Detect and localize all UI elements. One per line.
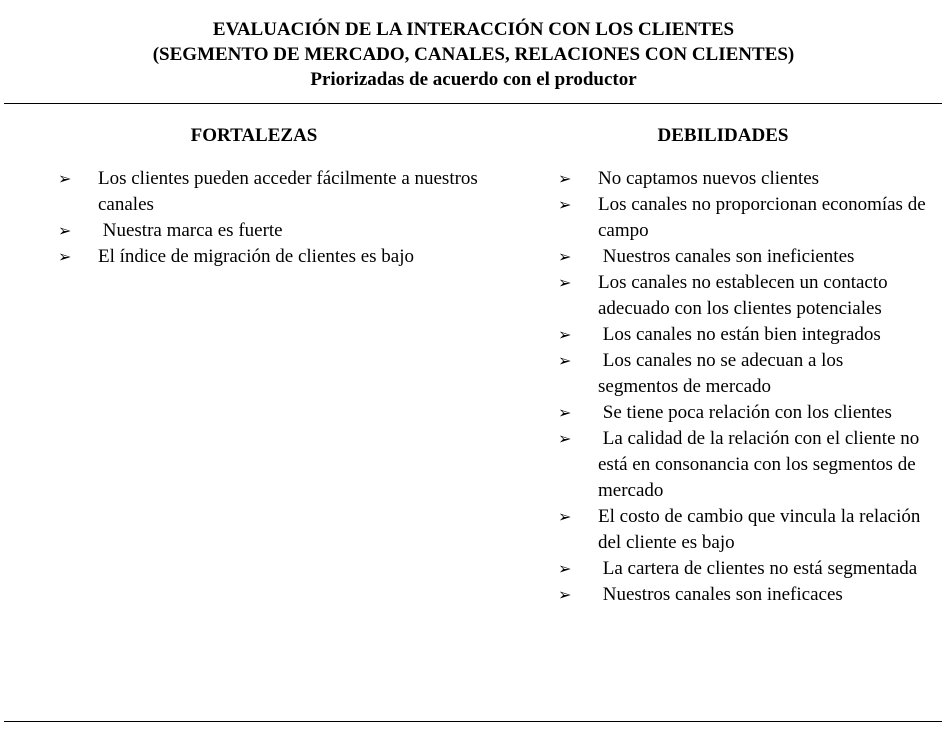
arrowhead-bullet-icon: ➢ [558, 195, 572, 214]
list-item-text: Nuestros canales son ineficaces [598, 584, 843, 605]
list-item [58, 218, 488, 244]
list-item-text: Los canales no proporcionan economías de campo [598, 194, 931, 241]
debilidades-list [558, 166, 931, 608]
list-item [558, 244, 928, 270]
arrowhead-bullet-icon: ➢ [558, 325, 572, 344]
arrowhead-bullet-icon: ➢ [558, 559, 572, 578]
list-item [558, 166, 928, 192]
arrowhead-bullet-icon: ➢ [558, 507, 572, 526]
bottom-divider [4, 721, 942, 722]
arrowhead-bullet-icon: ➢ [58, 247, 72, 266]
arrowhead-bullet-icon: ➢ [558, 169, 572, 188]
list-item-text: Se tiene poca relación con los clientes [598, 402, 892, 423]
document-header [0, 17, 947, 92]
list-item [58, 166, 488, 218]
title-line-1: EVALUACIÓN DE LA INTERACCIÓN CON LOS CLIENTES [212, 19, 735, 40]
list-item [558, 348, 928, 400]
list-item-text: El índice de migración de clientes es bajo [98, 246, 415, 267]
arrowhead-bullet-icon: ➢ [558, 351, 572, 370]
arrowhead-bullet-icon: ➢ [558, 429, 572, 448]
title-subtitle: Priorizadas de acuerdo con el productor [310, 69, 637, 90]
list-item-text: No captamos nuevos clientes [598, 168, 820, 189]
list-item-text: Los canales no están bien integrados [598, 324, 881, 345]
arrowhead-bullet-icon: ➢ [58, 221, 72, 240]
list-item [558, 556, 928, 582]
list-item-text: Nuestra marca es fuerte [98, 220, 283, 241]
list-item [58, 244, 488, 270]
list-item [558, 582, 928, 608]
arrowhead-bullet-icon: ➢ [558, 585, 572, 604]
list-item-text: Los canales no establecen un contacto adecuado con los clientes potenciales [598, 272, 893, 319]
arrowhead-bullet-icon: ➢ [558, 273, 572, 292]
list-item-text: La cartera de clientes no está segmentada [598, 558, 918, 579]
fortalezas-list [58, 166, 488, 270]
list-item-text: El costo de cambio que vincula la relación del cliente es bajo [598, 506, 926, 553]
list-item-text: Nuestros canales son ineficientes [598, 246, 855, 267]
list-item-text: La calidad de la relación con el cliente no está en consonancia con los segmentos de mercado [598, 428, 925, 501]
list-item [558, 270, 928, 322]
list-item [558, 426, 928, 504]
arrowhead-bullet-icon: ➢ [58, 169, 72, 188]
title-line-2: (SEGMENTO DE MERCADO, CANALES, RELACIONES CON CLIENTES) [152, 44, 795, 65]
list-item-text: Los clientes pueden acceder fácilmente a nuestros canales [98, 168, 483, 215]
debilidades-heading: DEBILIDADES [657, 125, 789, 146]
arrowhead-bullet-icon: ➢ [558, 403, 572, 422]
list-item [558, 504, 928, 556]
list-item [558, 400, 928, 426]
arrowhead-bullet-icon: ➢ [558, 247, 572, 266]
fortalezas-heading: FORTALEZAS [190, 125, 318, 146]
top-divider [4, 103, 942, 104]
list-item [558, 322, 928, 348]
list-item [558, 192, 931, 244]
list-item-text: Los canales no se adecuan a los segmentos de mercado [598, 350, 849, 397]
